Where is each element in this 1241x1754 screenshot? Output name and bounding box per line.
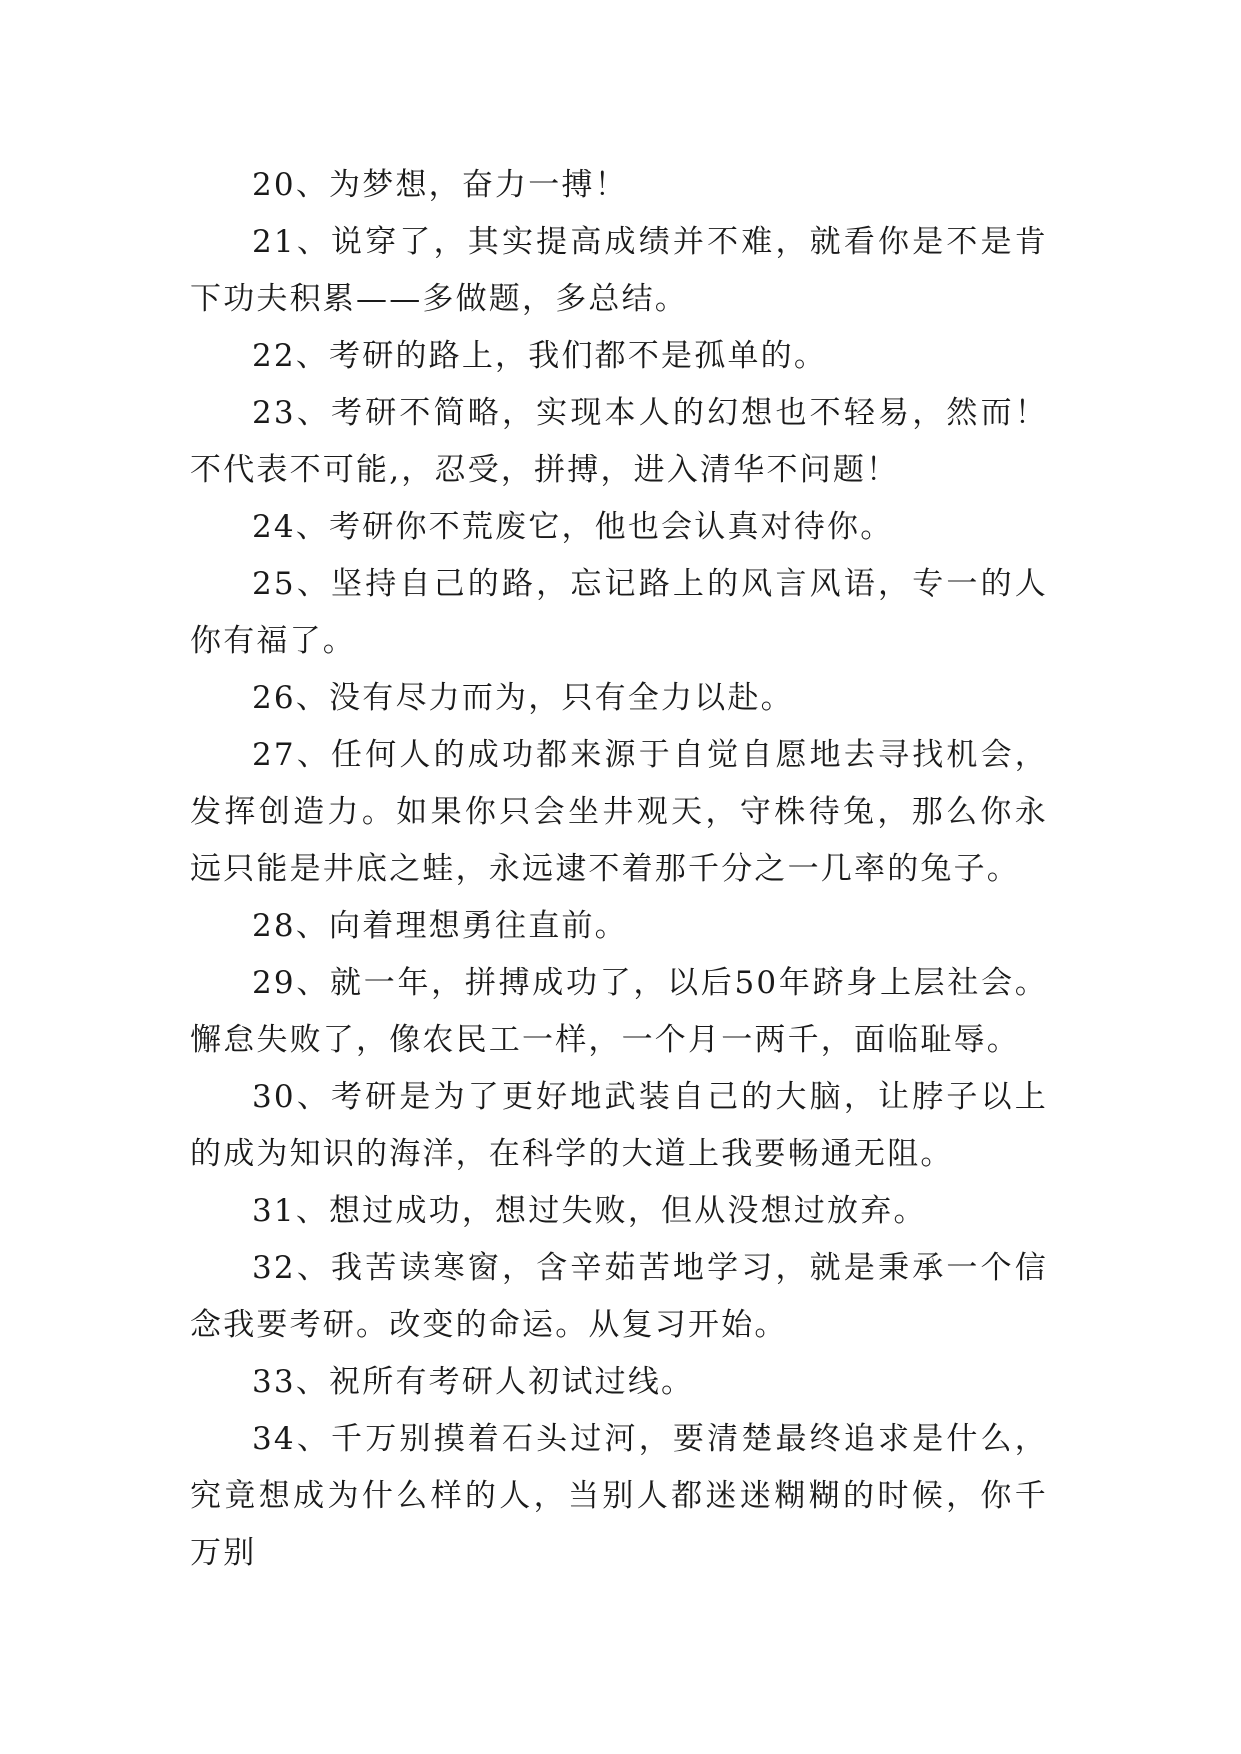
paragraph-30: 30、考研是为了更好地武装自己的大脑，让脖子以上的成为知识的海洋，在科学的大道上我要畅通无阻。 <box>190 1079 1048 1172</box>
paragraph-31: 31、想过成功，想过失败，但从没想过放弃。 <box>252 1193 927 1229</box>
paragraph-21: 21、说穿了，其实提高成绩并不难，就看你是不是肯下功夫积累——多做题，多总结。 <box>190 224 1048 317</box>
paragraph-24: 24、考研你不荒废它，他也会认真对待你。 <box>252 509 894 545</box>
paragraph-28: 28、向着理想勇往直前。 <box>252 908 628 944</box>
paragraph-23: 23、考研不简略，实现本人的幻想也不轻易，然而！不代表不可能,，忍受，拼搏，进入清华不问题！ <box>190 395 1048 488</box>
paragraph-32: 32、我苦读寒窗，含辛茹苦地学习，就是秉承一个信念我要考研。改变的命运。从复习开始。 <box>190 1250 1048 1343</box>
paragraph-33: 33、祝所有考研人初试过线。 <box>252 1364 695 1400</box>
paragraph-34: 34、千万别摸着石头过河，要清楚最终追求是什么，究竟想成为什么样的人，当别人都迷迷糊糊的时候，你千万别 <box>190 1421 1048 1571</box>
paragraph-26: 26、没有尽力而为，只有全力以赴。 <box>252 680 794 716</box>
document-body <box>190 157 1048 1582</box>
paragraph-22: 22、考研的路上，我们都不是孤单的。 <box>252 338 828 374</box>
paragraph-20: 20、为梦想，奋力一搏！ <box>252 167 628 203</box>
paragraph-25: 25、坚持自己的路，忘记路上的风言风语，专一的人你有福了。 <box>190 566 1048 659</box>
paragraph-29: 29、就一年，拼搏成功了，以后50年跻身上层社会。懈怠失败了，像农民工一样，一个月一两千，面临耻辱。 <box>190 965 1048 1058</box>
paragraph-27: 27、任何人的成功都来源于自觉自愿地去寻找机会，发挥创造力。如果你只会坐井观天，守株待兔，那么你永远只能是井底之蛙，永远逮不着那千分之一几率的兔子。 <box>190 737 1048 887</box>
